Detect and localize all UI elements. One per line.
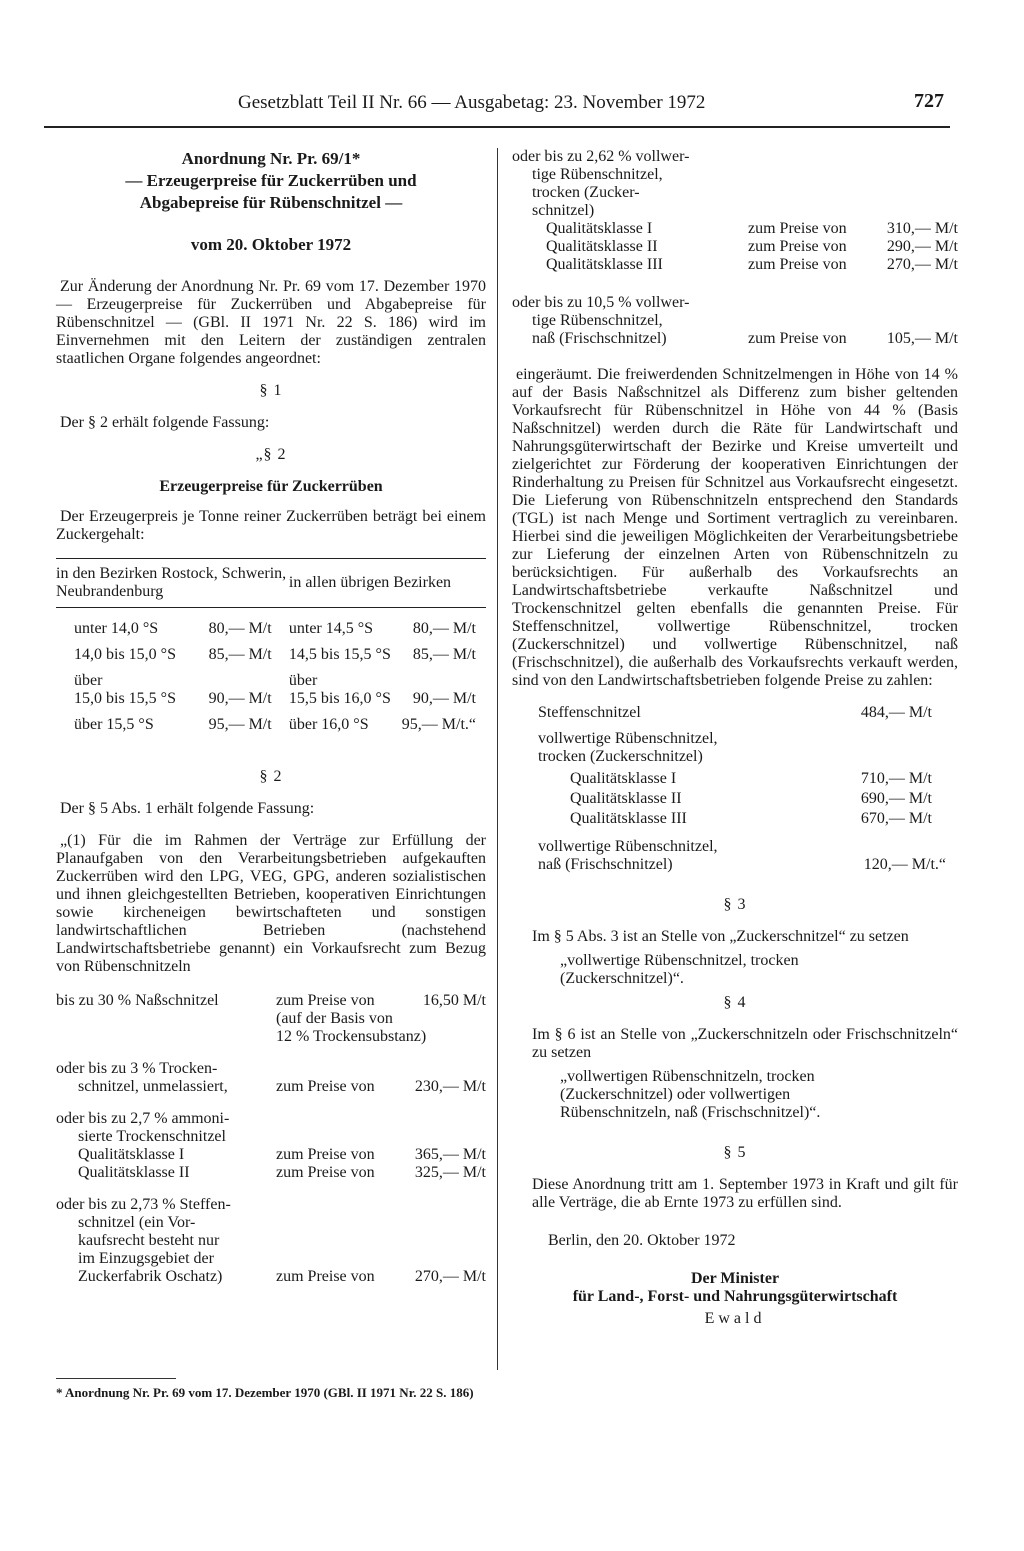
section-1-heading: § 1 <box>259 382 283 399</box>
table-cell: 85,— M/t <box>208 646 272 663</box>
offer-label: oder bis zu 3 % Trocken- <box>56 1060 218 1077</box>
section-2-text: Der § 5 Abs. 1 erhält folgende Fassung: <box>60 800 315 817</box>
title-line-2: — Erzeugerpreise für Zuckerrüben und <box>125 171 417 190</box>
section-2-paragraph: „(1) Für die im Rahmen der Verträge zur Erfüllung der Planaufgaben von den Verarbeitungsbetrieben aufgekauften Zuckerrüben wird den LPG, VEG, GPG, anderen sozialistischen und ihnen gleichgestellten Betrieben, kooperativen Einrichtungen sowie kircheneigen bewirtschafteten und sonstigen landwirtschaftlichen Betrieben (nachstehend Landwirtschaftsbetriebe genannt) ein Vorkaufsrecht zum Bezug von Rübenschnitzeln <box>56 832 486 975</box>
table-cell: 95,— M/t <box>208 716 272 733</box>
quality-class: Qualitätsklasse III <box>546 256 663 273</box>
price-value: 710,— M/t <box>860 770 932 787</box>
offer-vollwertig-trocken <box>512 148 958 274</box>
offer-vollwertig-nass <box>512 294 958 348</box>
price-label: vollwertige Rübenschnitzel, <box>538 838 718 855</box>
table-row <box>56 642 486 668</box>
price-note: 12 % Trockensubstanz) <box>276 1028 427 1045</box>
left-column <box>56 148 486 1300</box>
table-cell <box>56 668 209 712</box>
signature-block <box>512 1270 958 1328</box>
section-4-quote <box>512 1068 958 1122</box>
section-3-heading: § 3 <box>723 896 747 913</box>
price-note: (auf der Basis von <box>276 1010 393 1027</box>
ordinance-title <box>56 148 486 256</box>
offer-trockenschnitzel <box>56 1060 486 1096</box>
offer-label: schnitzel, unmelassiert, <box>78 1078 228 1095</box>
price-value: 484,— M/t <box>860 704 932 721</box>
quality-class: Qualitätsklasse I <box>570 770 677 787</box>
place-date: Berlin, den 20. Oktober 1972 <box>548 1232 736 1249</box>
price-row-class-3 <box>512 810 958 828</box>
page-number: 727 <box>914 90 944 112</box>
signature-title: Der Minister <box>690 1270 780 1287</box>
table-cell: unter 14,5 °S <box>288 620 374 637</box>
offer-label: oder bis zu 2,73 % Steffen- <box>56 1196 231 1213</box>
quality-class: Qualitätsklasse I <box>546 220 653 237</box>
price-row-class-2 <box>512 790 958 808</box>
table-cell: 80,— M/t <box>208 620 272 637</box>
offer-label: sierte Trockenschnitzel <box>78 1128 226 1145</box>
section-3-quote <box>512 952 958 988</box>
price-label: naß (Frischschnitzel) <box>538 856 673 873</box>
producer-price-table <box>56 558 486 738</box>
section-3-text: Im § 5 Abs. 3 ist an Stelle von „Zuckerschnitzel“ zu setzen <box>532 928 909 945</box>
price-value: 105,— M/t <box>886 330 958 347</box>
quality-class: Qualitätsklasse II <box>570 790 682 807</box>
price-value: 120,— M/t.“ <box>863 856 946 873</box>
table-cell: 80,— M/t <box>412 620 476 637</box>
price-prefix: zum Preise von <box>276 992 375 1009</box>
offer-label: kaufsrecht besteht nur <box>78 1232 220 1249</box>
quote-line: „vollwertigen Rübenschnitzeln, trocken <box>560 1068 815 1085</box>
quoted-section-heading: „§ 2 <box>255 446 287 463</box>
table-cell-line: über <box>288 672 318 689</box>
title-date: vom 20. Oktober 1972 <box>190 235 352 254</box>
table-row <box>56 668 486 712</box>
price-value: 365,— M/t <box>414 1146 486 1163</box>
price-prefix: zum Preise von <box>276 1268 375 1285</box>
price-value: 230,— M/t <box>414 1078 486 1095</box>
price-prefix: zum Preise von <box>748 238 847 255</box>
price-value: 270,— M/t <box>414 1268 486 1285</box>
footnote: * Anordnung Nr. Pr. 69 vom 17. Dezember 1970 (GBl. II 1971 Nr. 22 S. 186) <box>56 1385 474 1400</box>
table-cell: 90,— M/t <box>412 690 476 707</box>
title-line-3: Abgabepreise für Rübenschnitzel — <box>139 193 403 212</box>
quality-class: Qualitätsklasse II <box>78 1164 190 1181</box>
table-cell: 90,— M/t <box>208 690 272 707</box>
price-value: 290,— M/t <box>886 238 958 255</box>
quality-class: Qualitätsklasse I <box>78 1146 185 1163</box>
table-cell: unter 14,0 °S <box>74 620 159 637</box>
section-4-heading: § 4 <box>723 994 747 1011</box>
distribution-paragraph: eingeräumt. Die freiwerdenden Schnitzelmengen in Höhe von 14 % auf der Basis Naßschnitzel als Differenz zum bisher geltenden Vorkaufsrecht für Rübenschnitzel in Höhe von 44 % (Basis Naßschnitzel) werden durch die Räte für Landwirtschaft und Nahrungsgüterwirtschaft der Bezirke und Kreise umverteilt und zielgerichtet zur Förderung der kooperativen Einrichtungen der Rinderhaltung zu Preisen für Schnitzel aus Vorkaufsrecht eingesetzt. Die Lieferung von Rübenschnitzeln entsprechend den Standards (TGL) ist nach Menge und Sortiment vertraglich zu vereinbaren. Hierbei sind die jeweiligen Möglichkeiten der Verarbeitungsbetriebe zur Lieferung der einzelnen Arten von Rübenschnitzeln zu berücksichtigen. Für außerhalb des Vorkaufsrechts an Landwirtschaftsbetriebe verkaufte Naßschnitzel und Trockenschnitzel gelten ebenfalls die genannten Preise. Für Steffenschnitzel, vollwertige Rübenschnitzel, trocken (Zuckerschnitzel) und vollwertige Rübenschnitzel, naß (Frischschnitzel), die außerhalb des Vorkaufsrechts verkauft werden, sind von den Landwirtschaftsbetrieben folgende Preise zu zahlen: <box>512 366 958 689</box>
quote-line: Rübenschnitzeln, naß (Frischschnitzel)“. <box>560 1104 821 1121</box>
price-value: 325,— M/t <box>414 1164 486 1181</box>
offer-label: im Einzugsgebiet der <box>78 1250 214 1267</box>
section-5-text: Diese Anordnung tritt am 1. September 1973 in Kraft und gilt für alle Verträge, die ab Ernte 1973 zu erfüllen sind. <box>532 1176 958 1211</box>
header-title: Gesetzblatt Teil II Nr. 66 — Ausgabetag: 23. November 1972 <box>238 92 706 113</box>
column-divider <box>497 148 498 1370</box>
offer-label: bis zu 30 % Naßschnitzel <box>56 992 219 1009</box>
offer-label: tige Rübenschnitzel, <box>532 312 663 329</box>
price-row-class-1 <box>512 770 958 788</box>
right-column <box>512 148 958 1328</box>
section-1-paragraph: Der Erzeugerpreis je Tonne reiner Zuckerrüben beträgt bei einem Zuckergehalt: <box>56 508 486 543</box>
intro-paragraph: Zur Änderung der Anordnung Nr. Pr. 69 vom 17. Dezember 1970 — Erzeugerpreise für Zuckerrüben und Abgabepreise für Rübenschnitzel — (GBl. II 1971 Nr. 22 S. 186) wird im Einvernehmen mit den Leitern der zuständigen zentralen staatlichen Organe folgendes angeordnet: <box>56 278 486 367</box>
offer-label: naß (Frischschnitzel) <box>532 330 667 347</box>
quality-class: Qualitätsklasse II <box>546 238 658 255</box>
quote-line: (Zuckerschnitzel)“. <box>560 970 684 987</box>
table-cell: 85,— M/t <box>412 646 476 663</box>
price-prefix: zum Preise von <box>748 330 847 347</box>
table-cell: 14,0 bis 15,0 °S <box>74 646 176 663</box>
section-2-heading: § 2 <box>259 768 283 785</box>
signature-name: Ewald <box>704 1310 766 1327</box>
offer-naessschnitzel <box>56 992 486 1046</box>
price-value: 690,— M/t <box>860 790 932 807</box>
price-label: vollwertige Rübenschnitzel, <box>538 730 718 747</box>
section-5-heading: § 5 <box>723 1144 747 1161</box>
page-header <box>44 88 950 128</box>
section-4-text: Im § 6 ist an Stelle von „Zuckerschnitzeln oder Frischschnitzeln“ zu setzen <box>532 1026 958 1061</box>
table-cell: über 15,5 °S <box>74 716 154 733</box>
table-cell <box>289 668 397 712</box>
table-cell: 14,5 bis 15,5 °S <box>288 646 391 663</box>
price-value: 670,— M/t <box>860 810 932 827</box>
table-cell-line: 15,5 bis 16,0 °S <box>288 690 391 707</box>
offer-label: tige Rübenschnitzel, <box>532 166 663 183</box>
table-col1-header: in den Bezirken Rostock, Schwerin, Neubrandenburg <box>56 565 287 600</box>
offer-label: schnitzel) <box>532 202 595 219</box>
offer-label: Zuckerfabrik Oschatz) <box>78 1268 223 1285</box>
price-row-steffenschnitzel <box>512 704 958 722</box>
price-prefix: zum Preise von <box>276 1164 375 1181</box>
price-row-frischschnitzel <box>512 856 958 874</box>
offer-label: oder bis zu 10,5 % vollwer- <box>512 294 690 311</box>
price-prefix: zum Preise von <box>748 220 847 237</box>
price-prefix: zum Preise von <box>748 256 847 273</box>
price-label: trocken (Zuckerschnitzel) <box>538 748 703 765</box>
title-line-1: Anordnung Nr. Pr. 69/1* <box>181 149 361 168</box>
offer-steffenschnitzel <box>56 1196 486 1286</box>
price-value: 16,50 M/t <box>422 992 486 1009</box>
price-label: Steffenschnitzel <box>538 704 641 721</box>
quote-line: „vollwertige Rübenschnitzel, trocken <box>560 952 799 969</box>
offer-label: oder bis zu 2,7 % ammoni- <box>56 1110 230 1127</box>
table-cell: 95,— M/t.“ <box>401 716 476 733</box>
price-prefix: zum Preise von <box>276 1146 375 1163</box>
table-cell-line: 15,0 bis 15,5 °S <box>74 690 176 707</box>
footnote-rule <box>56 1378 176 1379</box>
price-value: 270,— M/t <box>886 256 958 273</box>
quote-line: (Zuckerschnitzel) oder vollwertigen <box>560 1086 791 1103</box>
signature-ministry: für Land-, Forst- und Nahrungsgüterwirtschaft <box>572 1288 898 1305</box>
quality-class: Qualitätsklasse III <box>570 810 687 827</box>
offer-label: trocken (Zucker- <box>532 184 640 201</box>
price-prefix: zum Preise von <box>276 1078 375 1095</box>
table-cell-line: über <box>74 672 103 689</box>
table-row <box>56 712 486 738</box>
section-subheading: Erzeugerpreise für Zuckerrüben <box>159 478 383 495</box>
offer-label: oder bis zu 2,62 % vollwer- <box>512 148 690 165</box>
section-1-text: Der § 2 erhält folgende Fassung: <box>60 414 270 431</box>
table-col2-header: in allen übrigen Bezirken <box>288 574 452 591</box>
price-value: 310,— M/t <box>886 220 958 237</box>
table-cell: über 16,0 °S <box>288 716 369 733</box>
table-row <box>56 608 486 643</box>
offer-ammonisierte <box>56 1110 486 1182</box>
offer-label: schnitzel (ein Vor- <box>78 1214 196 1231</box>
